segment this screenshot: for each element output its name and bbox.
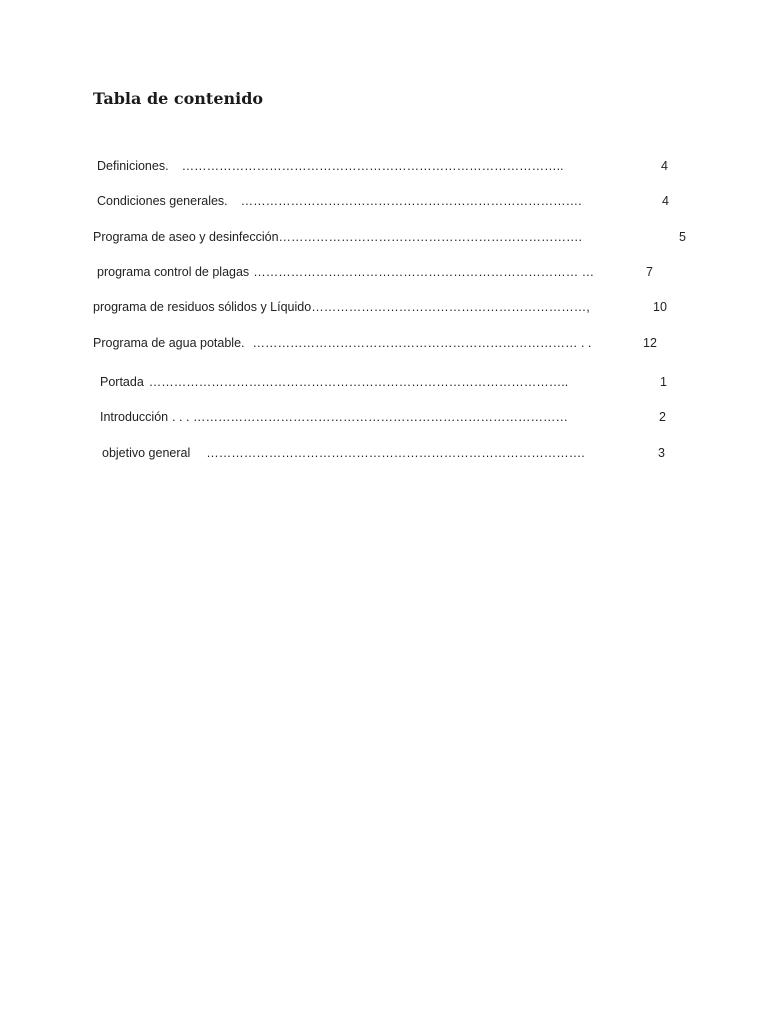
toc-entry-label: Condiciones generales. — [97, 194, 228, 208]
toc-entry-leader: ………………………………………………………………. — [278, 230, 583, 244]
toc-entry-leader: ……………………………………………………………………………….. — [181, 159, 564, 173]
toc-entry — [97, 262, 677, 282]
toc-entry — [93, 333, 683, 353]
toc-entry-label: Portada — [100, 375, 144, 389]
toc-entry-label: Definiciones. — [97, 159, 169, 173]
toc-entry-page: 1 — [660, 375, 667, 389]
toc-entry-label: Programa de agua potable. — [93, 336, 245, 350]
toc-entry — [93, 297, 688, 317]
toc-entry — [97, 156, 677, 176]
toc-entry-leader: ……………………………………………………………………………………….. — [148, 375, 569, 389]
toc-entry-page: 12 — [643, 336, 657, 350]
toc-entry — [102, 443, 682, 463]
toc-entry-label: programa de residuos sólidos y Líquido — [93, 300, 312, 314]
toc-entry-label: objetivo general — [102, 446, 191, 460]
toc-entry-leader: . . . ……………………………………………………………………………… — [172, 410, 568, 424]
toc-entry-page: 3 — [658, 446, 665, 460]
toc-entry-page: 7 — [646, 265, 653, 279]
toc-entry-leader: …………………………………………………………, — [311, 300, 590, 314]
toc-title: Tabla de contenido — [93, 89, 264, 108]
toc-entry — [100, 372, 680, 392]
toc-entry-leader: ………………………………………………………………………. — [240, 194, 582, 208]
toc-entry-page: 2 — [659, 410, 666, 424]
toc-entry-label: programa control de plagas — [97, 265, 250, 279]
toc-entry-page: 4 — [661, 159, 668, 173]
toc-entry-label: Introducción — [100, 410, 169, 424]
toc-entry-leader: ………………………………………………………………………………. — [206, 446, 585, 460]
toc-entry-label: Programa de aseo y desinfección — [93, 230, 279, 244]
toc-entry — [100, 407, 680, 427]
toc-entry-page: 4 — [662, 194, 669, 208]
toc-entry-leader: …………………………………………………………………… . . — [252, 336, 592, 350]
toc-entry-page: 5 — [679, 230, 686, 244]
toc-entry — [97, 191, 677, 211]
toc-entry-page: 10 — [653, 300, 667, 314]
toc-entry — [93, 227, 686, 247]
toc-entry-leader: …………………………………………………………………… … — [253, 265, 595, 279]
